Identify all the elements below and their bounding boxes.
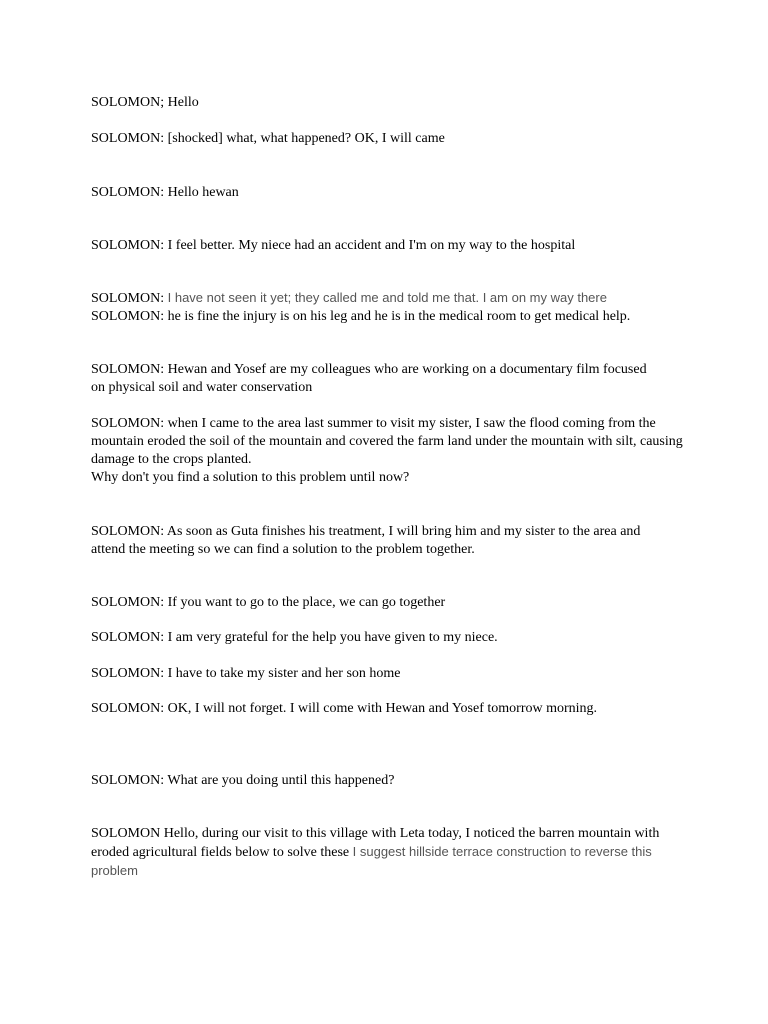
- dialogue-line-14: [91, 772, 691, 790]
- dialogue-line-3: [91, 184, 691, 202]
- speaker-label: SOLOMON:: [91, 666, 168, 681]
- dialogue-text-suggestion: I suggest hillside terrace construction to reverse this problem: [91, 844, 652, 878]
- dialogue-line-7: [91, 361, 661, 397]
- dialogue-text: when I came to the area last summer to visit my sister, I saw the flood coming from the mountain eroded the soil of the mountain and covered the farm land under the mountain with silt, causing damage to the crops planted.: [91, 416, 683, 467]
- speaker-label: SOLOMON:: [91, 362, 168, 377]
- dialogue-line-9: [91, 523, 671, 559]
- speaker-label: SOLOMON:: [91, 773, 168, 788]
- dialogue-text: I am very grateful for the help you have given to my niece.: [167, 630, 498, 645]
- dialogue-line-6: [91, 308, 661, 326]
- dialogue-text: If you want to go to the place, we can go together: [167, 595, 446, 610]
- speaker-label: SOLOMON:: [91, 291, 168, 306]
- dialogue-line-12: [91, 665, 691, 683]
- speaker-label: SOLOMON:: [91, 309, 168, 324]
- speaker-label: SOLOMON:: [91, 701, 168, 716]
- dialogue-text: I feel better. My niece had an accident and I'm on my way to the hospital: [167, 238, 576, 253]
- dialogue-text: I have not seen it yet; they called me and told me that. I am on my way there: [167, 290, 607, 305]
- speaker-label: SOLOMON;: [91, 95, 168, 110]
- dialogue-text: As soon as Guta finishes his treatment, I will bring him and my sister to the area and attend the meeting so we can find a solution to the problem together.: [91, 524, 641, 557]
- dialogue-text: Hello hewan: [167, 185, 239, 200]
- speaker-label: SOLOMON: [91, 826, 164, 841]
- dialogue-text: What are you doing until this happened?: [167, 773, 395, 788]
- dialogue-line-5: [91, 289, 691, 308]
- speaker-label: SOLOMON:: [91, 595, 168, 610]
- speaker-label: SOLOMON:: [91, 131, 168, 146]
- speaker-label: SOLOMON:: [91, 416, 168, 431]
- dialogue-line-13: [91, 700, 691, 718]
- dialogue-text-continuation: Why don't you find a solution to this problem until now?: [91, 470, 410, 485]
- dialogue-text: Hello: [167, 95, 199, 110]
- speaker-label: SOLOMON:: [91, 630, 168, 645]
- dialogue-line-4: [91, 237, 691, 255]
- dialogue-line-2: [91, 130, 691, 148]
- dialogue-text: I have to take my sister and her son home: [167, 666, 401, 681]
- dialogue-text: Hewan and Yosef are my colleagues who are working on a documentary film focused on physical soil and water conservation: [91, 362, 647, 395]
- dialogue-text: Hello, during our visit to this village with Leta today, I noticed the barren mountain with eroded agricultural fields below to solve these: [91, 826, 660, 860]
- speaker-label: SOLOMON:: [91, 185, 168, 200]
- dialogue-text: [shocked] what, what happened? OK, I will came: [167, 131, 445, 146]
- dialogue-text: OK, I will not forget. I will come with Hewan and Yosef tomorrow morning.: [167, 701, 598, 716]
- speaker-label: SOLOMON:: [91, 524, 167, 539]
- speaker-label: SOLOMON:: [91, 238, 168, 253]
- dialogue-line-15: [91, 825, 681, 881]
- dialogue-text: he is fine the injury is on his leg and he is in the medical room to get medical help.: [167, 309, 631, 324]
- dialogue-line-8: [91, 415, 683, 487]
- dialogue-line-1: [91, 94, 691, 112]
- dialogue-line-10: [91, 594, 691, 612]
- dialogue-line-11: [91, 629, 691, 647]
